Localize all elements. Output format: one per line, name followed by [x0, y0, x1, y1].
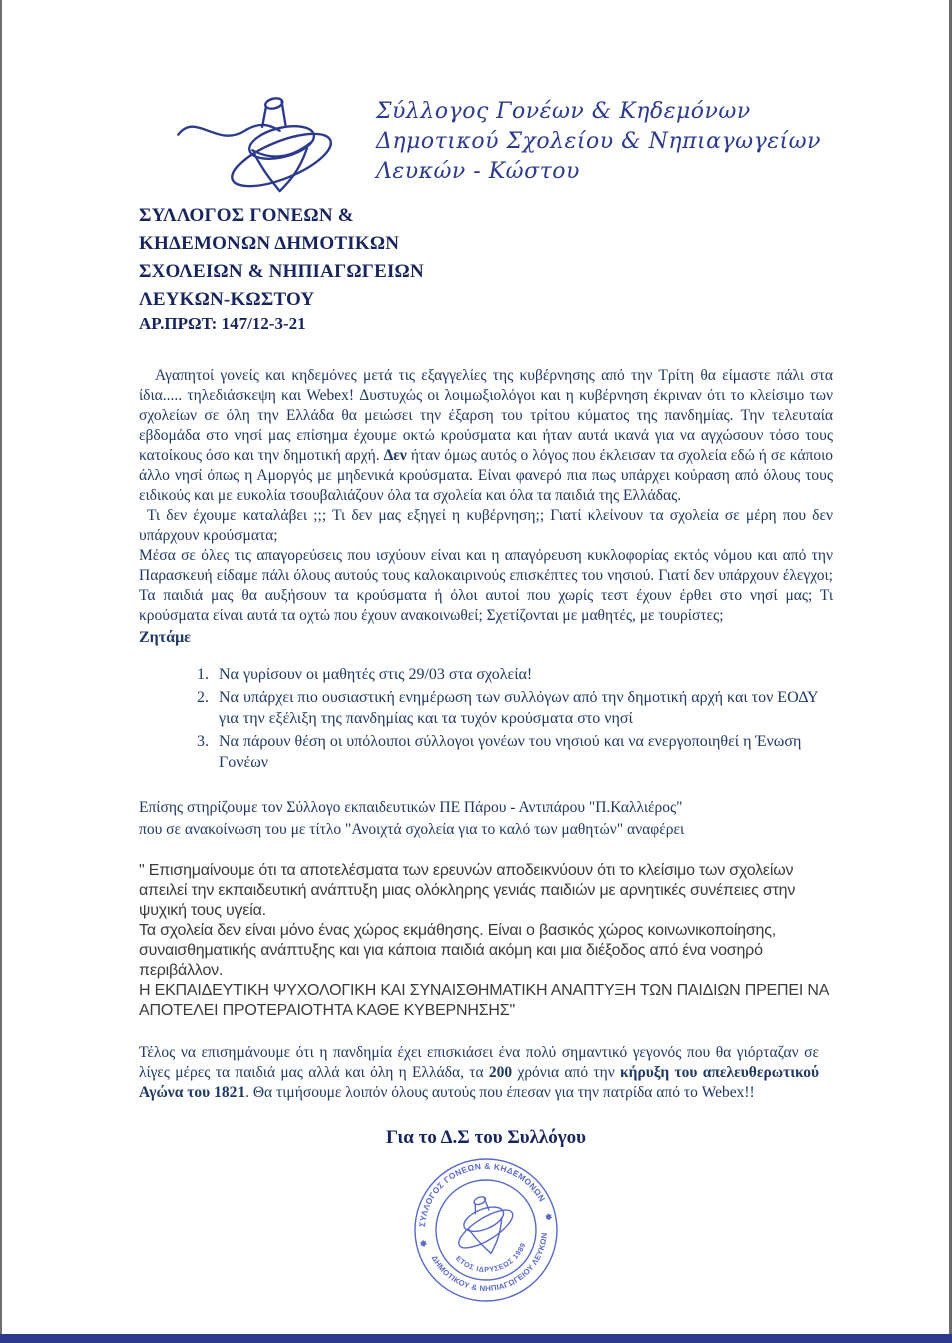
- paragraph-text: . Θα τιμήσουμε λοιπόν όλους αυτούς που έπεσαν για την πατρίδα από το Webex!!: [245, 1084, 755, 1101]
- paragraph-questions: Τι δεν έχουμε καταλάβει ;;; Τι δεν μας εξηγεί η κυβέρνηση;; Γιατί κλείνουν τα σχολεία σε μέρη που δεν υπάρχουν κρούσματα;: [139, 507, 833, 544]
- letter-body: [139, 366, 833, 1310]
- stamp-separator-icon: ✽: [419, 1238, 428, 1249]
- stamp-spinning-top-icon: [447, 1190, 523, 1261]
- org-header-line: ΣΧΟΛΕΙΩΝ & ΝΗΠΙΑΓΩΓΕΙΩΝ: [139, 261, 424, 282]
- requests-heading: Ζητάμε: [139, 629, 191, 646]
- paragraph-text: χρόνια από την: [512, 1064, 621, 1081]
- quote-paragraph: " Επισημαίνουμε ότι τα αποτελέσματα των ερευνών αποδεικνύουν ότι το κλείσιμο των σχολείων απειλεί την εκπαιδευτική ανάπτυξη μιας ολόκληρης γενιάς παιδιών με αρνητικές συνέπειες στην ψυχική τους υγεία.: [139, 862, 796, 919]
- spinning-top-icon: [170, 86, 360, 198]
- paragraph-support: [139, 797, 833, 841]
- association-stamp: [411, 1155, 561, 1305]
- org-header: [139, 202, 424, 314]
- paragraph-closing: [139, 1043, 819, 1103]
- list-item-text: Να πάρουν θέση οι υπόλοιποι σύλλογοι γονέων του νησιού και να ενεργοποιηθεί η Ένωση Γονέων: [219, 733, 802, 771]
- page-bottom-bar: [0, 1334, 952, 1343]
- list-item: [213, 687, 833, 729]
- bold-emphasis: 200: [488, 1064, 513, 1081]
- bold-emphasis: κήρυξη του απελευθερωτικού Αγώνα του 1821: [139, 1064, 819, 1101]
- letterhead-line: Δημοτικού Σχολείου & Νηπιαγωγείων: [376, 129, 821, 154]
- stamp-area: [139, 1155, 833, 1310]
- protocol-number: ΑΡ.ΠΡΩΤ: 147/12-3-21: [139, 314, 306, 333]
- letterhead-script-text: [376, 97, 821, 187]
- stamp-text-inner: ΕΤΟΣ ΙΔΡΥΣΕΩΣ 1989: [454, 1241, 528, 1275]
- support-line: Επίσης στηρίζουμε τον Σύλλογο εκπαιδευτικών ΠΕ Πάρου - Αντιπάρου "Π.Καλλιέρος": [139, 799, 683, 816]
- stamp-text-top: ΣΥΛΛΟΓΟΣ ΓΟΝΕΩΝ & ΚΗΔΕΜΟΝΩΝ: [417, 1160, 548, 1228]
- letterhead: [170, 86, 821, 198]
- stamp-separator-icon: ✽: [544, 1212, 553, 1223]
- paragraph-text: Αγαπητοί γονείς και κηδεμόνες μετά τις εξαγγελίες της κυβέρνησης από την Τρίτη θα είμαστε πάλι στα ίδια..... τηλεδιάσκεψη και Webex! Δυστυχώς οι λοιμωξιολόγοι και η κυβέρνηση έκριναν ότι το κλείσιμο των σχολείων σε όλη την Ελλάδα θα μειώσει την έξαρση του τρίτου κύματος της πανδημίας. Την τελευταία εβδομάδα στο νησί μας επίσημα έχουμε οκτώ κρούσματα και ήταν αυτά ικανά για να αγχώσουν τόσο τους κατοίκους όσο και την δημοτική αρχή.: [139, 367, 833, 464]
- letterhead-line: Σύλλογος Γονέων & Κηδεμόνων: [376, 99, 751, 124]
- page-left-edge: [0, 0, 2, 1343]
- org-header-line: ΛΕΥΚΩΝ-ΚΩΣΤΟΥ: [139, 289, 315, 310]
- org-header-line: ΚΗΔΕΜΟΝΩΝ ΔΗΜΟΤΙΚΩΝ: [139, 233, 400, 254]
- paragraph-text: Τέλος να επισημάνουμε ότι η πανδημία έχει επισκιάσει ένα πολύ σημαντικό γεγονός που θα γιόρταζαν σε λίγες μέρες τα παιδιά μας αλλά και όλη η Ελλάδα, τα: [139, 1044, 819, 1081]
- paragraph-text: ήταν όμως αυτός ο λόγος που έκλεισαν τα σχολεία εδώ ή σε κάποιο άλλο νησί όπως η Αμοργός με μηδενικά κρούσματα. Είναι φανερό πια πως υπάρχει κούραση από όλους τους ειδικούς και με ευκολία τσουβαλιάζουν όλα τα σχολεία και όλα τα παιδιά της Ελλάδας.: [139, 447, 833, 504]
- paragraph-restrictions: Μέσα σε όλες τις απαγορεύσεις που ισχύουν είναι και η απαγόρευση κυκλοφορίας εκτός νόμου και από την Παρασκευή είδαμε πάλι όλους αυτούς τους καλοκαιρινούς επισκέπτες του νησιού. Γιατί δεν υπάρχουν έλεγχοι; Τα παιδιά μας θα αυξήσουν τα κρούσματα ή όλοι αυτοί που χωρίς τεστ έχουν έρθει στο νησί μας; Τι κρούσματα είναι αυτά τα οχτώ που έχουν ανακοινωθεί; Σχετίζονται με μαθητές, με τουρίστες;: [139, 547, 833, 624]
- signature-line: Για το Δ.Σ του Συλλόγου: [385, 1127, 587, 1148]
- letterhead-line: Λευκών - Κώστου: [376, 159, 580, 184]
- stamp-text-bottom: ΔΗΜΟΤΙΚΟΥ & ΝΗΠΙΑΓΩΓΕΙΟΥ ΛΕΥΚΩΝ: [429, 1232, 550, 1294]
- bold-emphasis: Δεν: [383, 447, 407, 464]
- requests-list: [139, 664, 833, 773]
- list-item-text: Να γυρίσουν οι μαθητές στις 29/03 στα σχολεία!: [219, 666, 533, 683]
- list-item-text: Να υπάρχει πιο ουσιαστική ενημέρωση των συλλόγων από την δημοτική αρχή και τον ΕΟΔΥ για την εξέλιξη της πανδημίας και τα τυχόν κρούσματα στο νησί: [219, 689, 818, 727]
- paragraph-intro: [139, 366, 833, 506]
- quote-paragraph: Η ΕΚΠΑΙΔΕΥΤΙΚΗ ΨΥΧΟΛΟΓΙΚΗ ΚΑΙ ΣΥΝΑΙΣΘΗΜΑΤΙΚΗ ΑΝΑΠΤΥΞΗ ΤΩΝ ΠΑΙΔΙΩΝ ΠΡΕΠΕΙ ΝΑ ΑΠΟΤΕΛΕΙ ΠΡΟΤΕΡΑΙΟΤΗΤΑ ΚΑΘΕ ΚΥΒΕΡΝΗΣΗΣ": [139, 982, 829, 1019]
- quoted-announcement: [139, 861, 833, 1021]
- org-header-line: ΣΥΛΛΟΓΟΣ ΓΟΝΕΩΝ &: [139, 205, 354, 226]
- support-line: που σε ανακοίνωση του με τίτλο "Ανοιχτά σχολεία για το καλό των μαθητών" αναφέρει: [139, 821, 685, 838]
- list-item: [213, 731, 833, 773]
- quote-paragraph: Τα σχολεία δεν είναι μόνο ένας χώρος εκμάθησης. Είναι ο βασικός χώρος κοινωνικοποίησης, συναισθηματικής ανάπτυξης και για κάποια παιδιά ακόμη και μια διέξοδος από ένα νοσηρό περιβάλλον.: [139, 922, 776, 979]
- list-item: [213, 664, 833, 685]
